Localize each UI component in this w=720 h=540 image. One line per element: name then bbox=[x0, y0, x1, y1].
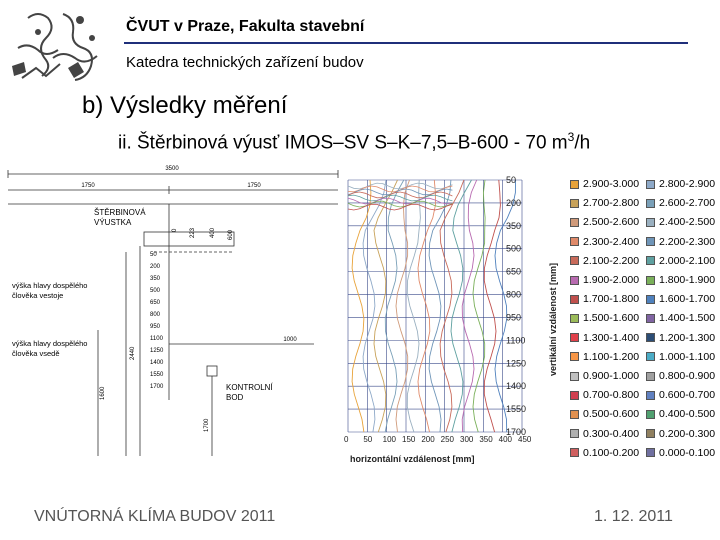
subheading-sup: 3 bbox=[567, 130, 575, 144]
legend-item bbox=[646, 274, 715, 286]
footer-right: 1. 12. 2011 bbox=[594, 508, 673, 525]
contour-line bbox=[352, 180, 371, 432]
y-tick-label: 200 bbox=[506, 197, 522, 208]
y-tick-label: 500 bbox=[506, 243, 522, 254]
contour-line bbox=[484, 180, 500, 432]
legend-swatch bbox=[646, 218, 655, 227]
legend-label: 1.800-1.900 bbox=[659, 274, 716, 286]
vent-dim-600: 600 bbox=[228, 229, 234, 240]
legend-item bbox=[646, 236, 715, 248]
legend-item bbox=[646, 216, 715, 228]
legend-label: 1.200-1.300 bbox=[659, 331, 716, 344]
legend-swatch bbox=[570, 429, 579, 438]
y-tick-label: 650 bbox=[506, 266, 522, 277]
legend-swatch bbox=[646, 410, 655, 419]
legend-item bbox=[646, 428, 715, 440]
legend-label: 2.000-2.100 bbox=[659, 254, 716, 267]
dim-total: 3500 bbox=[165, 166, 179, 172]
legend-swatch bbox=[570, 256, 579, 265]
y-axis-label: vertikální vzdálenost [mm] bbox=[548, 262, 558, 376]
legend-label: 2.200-2.300 bbox=[659, 235, 716, 248]
y-tick-label: 1700 bbox=[506, 427, 527, 437]
chart-legend bbox=[548, 176, 718, 466]
legend-swatch bbox=[646, 372, 655, 381]
vent-label-2: VÝUSTKA bbox=[94, 218, 132, 227]
level-label: 200 bbox=[150, 264, 161, 270]
legend-item bbox=[646, 255, 715, 267]
x-tick-label: 450 bbox=[518, 435, 532, 444]
legend-item bbox=[646, 447, 715, 459]
legend-label: 0.500-0.600 bbox=[583, 408, 640, 421]
level-label: 1700 bbox=[150, 384, 164, 390]
level-label: 350 bbox=[150, 276, 161, 282]
level-label: 1100 bbox=[150, 336, 163, 342]
legend-swatch bbox=[646, 314, 655, 323]
dim-1600: 1600 bbox=[100, 386, 106, 400]
level-labels bbox=[150, 252, 164, 390]
legend-label: 0.400-0.500 bbox=[659, 408, 716, 421]
legend-swatch bbox=[570, 218, 579, 227]
legend-swatch bbox=[646, 256, 655, 265]
legend-label: 1.100-1.200 bbox=[583, 350, 640, 363]
vent-dim-223: 223 bbox=[190, 227, 196, 238]
legend-item bbox=[570, 255, 639, 267]
legend-item bbox=[646, 351, 715, 363]
legend-item bbox=[646, 370, 715, 382]
legend-item bbox=[646, 408, 715, 420]
sitting-label-1: výška hlavy dospělého bbox=[12, 339, 88, 348]
legend-swatch bbox=[646, 199, 655, 208]
legend-item bbox=[570, 332, 639, 344]
legend-swatch bbox=[646, 295, 655, 304]
header-subtitle: Katedra technických zařízení budov bbox=[126, 54, 364, 71]
y-tick-label: 1400 bbox=[506, 381, 527, 392]
y-tick-label: 1550 bbox=[506, 404, 527, 415]
legend-item bbox=[570, 312, 639, 324]
legend-item bbox=[570, 197, 639, 209]
chart-contours bbox=[348, 180, 516, 432]
cvut-logo bbox=[8, 8, 108, 88]
dim-right: 1750 bbox=[247, 183, 261, 189]
x-tick-label: 250 bbox=[440, 435, 455, 444]
legend-swatch bbox=[570, 448, 579, 457]
y-tick-label: 1250 bbox=[506, 358, 527, 369]
legend-item bbox=[570, 236, 639, 248]
legend-swatch bbox=[646, 429, 655, 438]
legend-swatch bbox=[570, 314, 579, 323]
legend-label: 0.600-0.700 bbox=[659, 389, 716, 402]
level-label: 1550 bbox=[150, 372, 164, 378]
legend-swatch bbox=[570, 333, 579, 342]
x-tick-label: 100 bbox=[382, 435, 397, 444]
legend-item bbox=[570, 351, 639, 363]
legend-swatch bbox=[646, 391, 655, 400]
y-tick-label: 1100 bbox=[506, 335, 526, 346]
legend-item bbox=[570, 447, 639, 459]
legend-item bbox=[646, 178, 715, 190]
legend-label: 2.700-2.800 bbox=[583, 197, 640, 210]
dim-1700: 1700 bbox=[204, 418, 210, 432]
legend-label: 0.100-0.200 bbox=[583, 446, 640, 459]
legend-swatch bbox=[646, 333, 655, 342]
x-tick-label: 200 bbox=[421, 435, 435, 444]
point-label-2: BOD bbox=[226, 393, 244, 402]
level-label: 650 bbox=[150, 300, 161, 306]
standing-label-1: výška hlavy dospělého bbox=[12, 281, 88, 290]
subheading-tail: /h bbox=[574, 132, 591, 154]
vent-label-1: ŠTĚRBINOVÁ bbox=[94, 208, 146, 217]
legend-label: 2.300-2.400 bbox=[583, 235, 640, 248]
x-axis-label: horizontální vzdálenost [mm] bbox=[350, 454, 475, 464]
dim-2440: 2440 bbox=[130, 346, 136, 360]
subheading-main: ii. Štěrbinová výusť IMOS–SV S–K–7,5–B-600 - 70 m bbox=[118, 132, 568, 154]
legend-item bbox=[570, 389, 639, 401]
footer-left: VNÚTORNÁ KLÍMA BUDOV 2011 bbox=[34, 508, 276, 525]
contour-line bbox=[440, 180, 464, 432]
legend-item bbox=[646, 312, 715, 324]
measurement-setup-drawing bbox=[4, 160, 340, 460]
legend-swatch bbox=[646, 352, 655, 361]
y-tick-label: 950 bbox=[506, 312, 522, 323]
header-divider bbox=[124, 42, 688, 44]
level-label: 500 bbox=[150, 288, 161, 294]
legend-item bbox=[570, 293, 639, 305]
legend-item bbox=[646, 389, 715, 401]
legend-swatch bbox=[646, 180, 655, 189]
y-tick-label: 350 bbox=[506, 220, 522, 231]
legend-item bbox=[570, 216, 639, 228]
legend-swatch bbox=[570, 410, 579, 419]
x-tick-label: 50 bbox=[363, 435, 373, 444]
legend-swatch bbox=[570, 237, 579, 246]
level-label: 50 bbox=[150, 252, 157, 258]
legend-item bbox=[570, 408, 639, 420]
legend-label: 0.200-0.300 bbox=[659, 427, 716, 440]
vent-dim-400: 400 bbox=[210, 227, 216, 238]
legend-label: 1.900-2.000 bbox=[583, 274, 640, 286]
contour-line bbox=[374, 180, 398, 432]
legend-label: 2.400-2.500 bbox=[659, 216, 716, 229]
dim-1000: 1000 bbox=[283, 337, 297, 343]
y-tick-label: 800 bbox=[506, 289, 522, 300]
legend-swatch bbox=[570, 276, 579, 285]
legend-swatch bbox=[646, 237, 655, 246]
legend-item bbox=[570, 428, 639, 440]
legend-label: 2.900-3.000 bbox=[583, 178, 640, 190]
legend-label: 2.600-2.700 bbox=[659, 197, 716, 210]
legend-item bbox=[646, 293, 715, 305]
legend-label: 2.100-2.200 bbox=[583, 254, 640, 267]
legend-swatch bbox=[570, 391, 579, 400]
legend-label: 0.000-0.100 bbox=[659, 446, 716, 459]
level-label: 950 bbox=[150, 324, 161, 330]
contour-line bbox=[495, 180, 516, 432]
dim-left: 1750 bbox=[81, 183, 95, 189]
legend-item bbox=[646, 197, 715, 209]
contour-chart bbox=[340, 176, 530, 466]
legend-label: 1.600-1.700 bbox=[659, 293, 716, 306]
legend-item bbox=[570, 178, 639, 190]
sitting-label-2: člověka vsedě bbox=[12, 349, 60, 358]
y-tick-label: 50 bbox=[506, 175, 517, 185]
contour-line bbox=[407, 180, 420, 432]
x-tick-label: 350 bbox=[479, 435, 493, 444]
slide-heading: b) Výsledky měření bbox=[82, 92, 288, 119]
legend-item bbox=[570, 274, 639, 286]
level-label: 1250 bbox=[150, 348, 164, 354]
legend-label: 1.000-1.100 bbox=[659, 350, 716, 363]
legend-label: 2.800-2.900 bbox=[659, 178, 716, 190]
point-label-1: KONTROLNÍ bbox=[226, 383, 273, 392]
x-tick-label: 300 bbox=[460, 435, 474, 444]
level-label: 800 bbox=[150, 312, 161, 318]
legend-item bbox=[570, 370, 639, 382]
legend-label: 1.700-1.800 bbox=[583, 293, 640, 306]
legend-swatch bbox=[570, 180, 579, 189]
x-tick-label: 0 bbox=[344, 435, 349, 444]
legend-label: 0.700-0.800 bbox=[583, 389, 640, 402]
standing-label-2: člověka vestoje bbox=[12, 291, 64, 300]
level-label: 1400 bbox=[150, 360, 164, 366]
legend-label: 1.400-1.500 bbox=[659, 312, 716, 325]
contour-line bbox=[348, 195, 452, 201]
legend-swatch bbox=[570, 295, 579, 304]
legend-swatch bbox=[570, 352, 579, 361]
legend-label: 0.900-1.000 bbox=[583, 370, 640, 382]
y-axis-label-box bbox=[546, 176, 570, 466]
legend-label: 2.500-2.600 bbox=[583, 216, 640, 229]
legend-label: 1.300-1.400 bbox=[583, 331, 640, 344]
legend-swatch bbox=[646, 276, 655, 285]
legend-item bbox=[646, 332, 715, 344]
legend-label: 0.800-0.900 bbox=[659, 370, 716, 382]
header-title: ČVUT v Praze, Fakulta stavební bbox=[126, 18, 365, 35]
x-tick-labels bbox=[344, 435, 532, 444]
legend-swatch bbox=[570, 372, 579, 381]
vent-dim-0: 0 bbox=[172, 228, 178, 232]
x-tick-label: 400 bbox=[498, 435, 513, 444]
legend-label: 1.500-1.600 bbox=[583, 312, 640, 325]
x-tick-label: 150 bbox=[402, 435, 416, 444]
legend-label: 0.300-0.400 bbox=[583, 427, 640, 440]
legend-swatch bbox=[646, 448, 655, 457]
slide-subheading bbox=[118, 130, 590, 154]
legend-swatch bbox=[570, 199, 579, 208]
